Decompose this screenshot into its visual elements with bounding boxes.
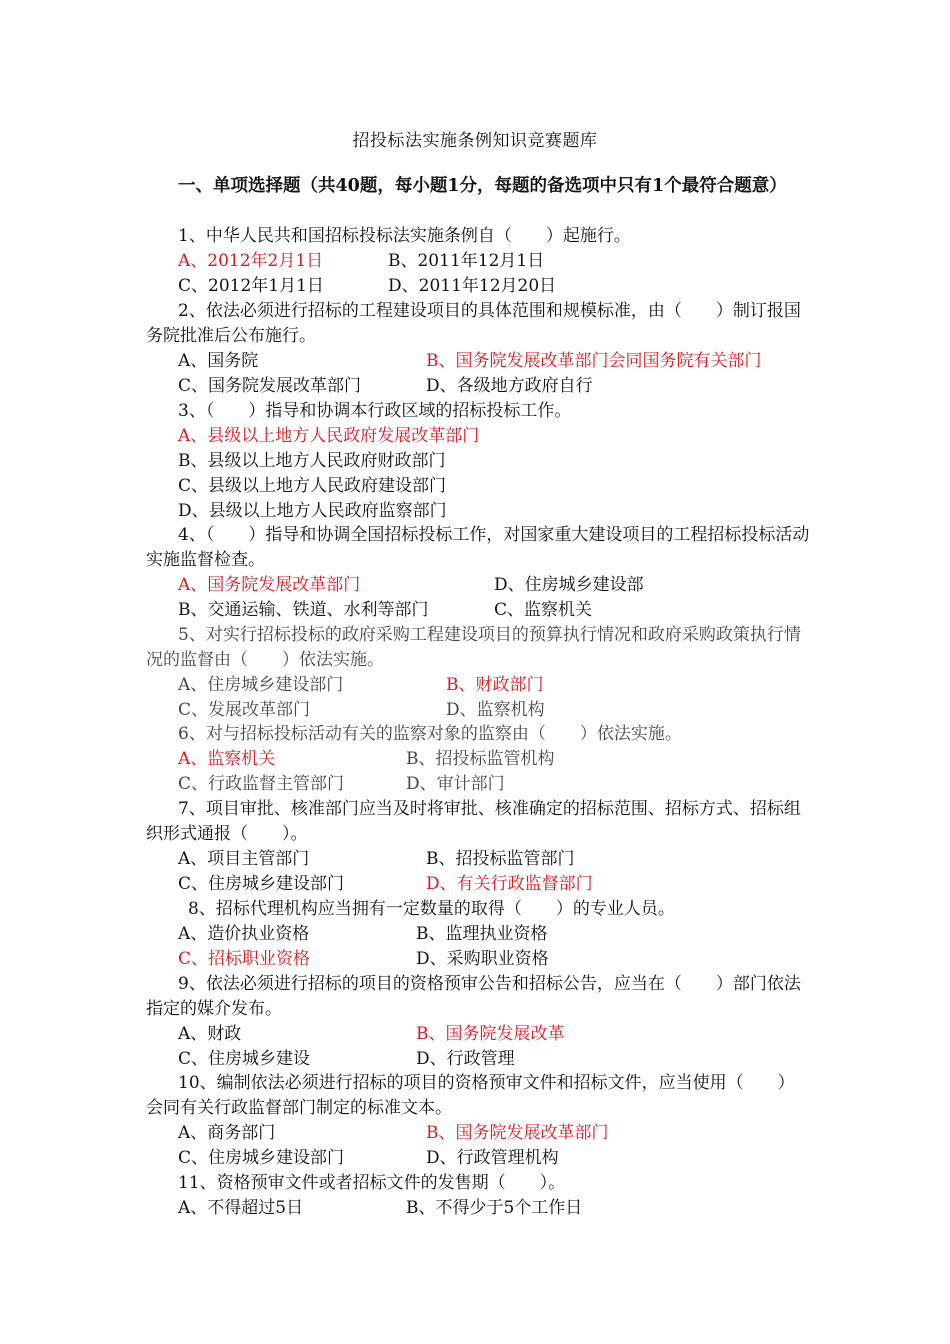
options-row	[146, 1047, 842, 1072]
option: A、造价执业资格	[178, 924, 310, 944]
answer-option: C、招标职业资格	[178, 949, 311, 969]
question-5: 5、对实行招标投标的政府采购工程建设项目的预算执行情况和政府采购政策执行情况的监督由（ ）依法实施。	[146, 625, 801, 670]
option: D、监察机构	[446, 700, 545, 720]
question-11: 11、资格预审文件或者招标文件的发售期（ ）。	[178, 1173, 566, 1193]
options-row	[146, 274, 842, 299]
option: C、监察机关	[494, 600, 593, 620]
option: D、2011年12月20日	[388, 276, 557, 296]
question-1: 1、中华人民共和国招标投标法实施条例自（ ）起施行。	[178, 226, 631, 246]
option: B、2011年12月1日	[388, 251, 545, 271]
options-row	[146, 1022, 842, 1047]
answer-option: A、国务院发展改革部门	[178, 575, 361, 595]
option: B、不得少于5个工作日	[406, 1198, 583, 1218]
options-row	[146, 922, 842, 947]
option: C、国务院发展改革部门	[178, 376, 362, 396]
question-9: 9、依法必须进行招标的项目的资格预审公告和招标公告，应当在（ ）部门依法指定的媒介发布。	[146, 974, 801, 1019]
answer-option: B、国务院发展改革部门	[426, 1123, 609, 1143]
option: A、国务院	[178, 351, 259, 371]
options-row	[146, 747, 842, 772]
question-3: 3、（ ）指导和协调本行政区域的招标投标工作。	[178, 401, 572, 421]
options-row	[146, 947, 842, 972]
answer-option: A、2012年2月1日	[178, 251, 324, 271]
question-7: 7、项目审批、核准部门应当及时将审批、核准确定的招标范围、招标方式、招标组织形式通报（ ）。	[146, 799, 801, 844]
option: D、各级地方政府自行	[426, 376, 593, 396]
question-10: 10、编制依法必须进行招标的项目的资格预审文件和招标文件，应当使用（ ）会同有关行政监督部门制定的标准文本。	[146, 1073, 795, 1118]
options-row	[146, 349, 842, 374]
document-title: 招投标法实施条例知识竞赛题库	[352, 131, 598, 151]
answer-option: A、县级以上地方人民政府发展改革部门	[178, 426, 480, 446]
options-row	[146, 598, 842, 623]
option: D、住房城乡建设部	[494, 575, 644, 595]
answer-option: D、有关行政监督部门	[426, 874, 593, 894]
option: B、交通运输、铁道、水利等部门	[178, 600, 429, 620]
options-row	[146, 249, 842, 274]
options-row	[146, 1196, 842, 1221]
options-row	[146, 847, 842, 872]
option: B、招投标监管机构	[406, 749, 555, 769]
section-heading: 一、单项选择题（共40题，每小题1分，每题的备选项中只有1个最符合题意）	[178, 176, 787, 196]
options-row	[146, 1121, 842, 1146]
option: A、住房城乡建设部门	[178, 675, 344, 695]
option: C、住房城乡建设部门	[178, 874, 345, 894]
option: D、县级以上地方人民政府监察部门	[178, 501, 447, 521]
option: D、采购职业资格	[416, 949, 549, 969]
answer-option: B、财政部门	[446, 675, 544, 695]
answer-option: A、监察机关	[178, 749, 276, 769]
option: A、项目主管部门	[178, 849, 310, 869]
option: B、招投标监管部门	[426, 849, 575, 869]
option: C、2012年1月1日	[178, 276, 324, 296]
option: B、监理执业资格	[416, 924, 548, 944]
options-row	[146, 573, 842, 598]
question-6: 6、对与招标投标活动有关的监察对象的监察由（ ）依法实施。	[178, 724, 682, 744]
option: B、县级以上地方人民政府财政部门	[178, 451, 446, 471]
answer-option: B、国务院发展改革部门会同国务院有关部门	[426, 351, 762, 371]
option: C、行政监督主管部门	[178, 774, 345, 794]
question-4: 4、（ ）指导和协调全国招标投标工作，对国家重大建设项目的工程招标投标活动实施监督检查。	[146, 525, 810, 570]
option: C、发展改革部门	[178, 700, 311, 720]
options-row	[146, 673, 842, 698]
options-row	[146, 872, 842, 897]
option: A、不得超过5日	[178, 1198, 304, 1218]
options-row	[146, 1146, 842, 1171]
question-8: 8、招标代理机构应当拥有一定数量的取得（ ）的专业人员。	[188, 899, 675, 919]
option: C、住房城乡建设部门	[178, 1148, 345, 1168]
option: A、财政	[178, 1024, 242, 1044]
option: A、商务部门	[178, 1123, 276, 1143]
option: D、行政管理机构	[426, 1148, 559, 1168]
options-row	[146, 374, 842, 399]
option: D、审计部门	[406, 774, 505, 794]
question-2: 2、依法必须进行招标的工程建设项目的具体范围和规模标准，由（ ）制订报国务院批准后公布施行。	[146, 301, 801, 346]
options-row	[146, 772, 842, 797]
option: D、行政管理	[416, 1049, 515, 1069]
option: C、住房城乡建设	[178, 1049, 311, 1069]
options-row	[146, 698, 842, 723]
option: C、县级以上地方人民政府建设部门	[178, 476, 447, 496]
answer-option: B、国务院发展改革	[416, 1024, 565, 1044]
